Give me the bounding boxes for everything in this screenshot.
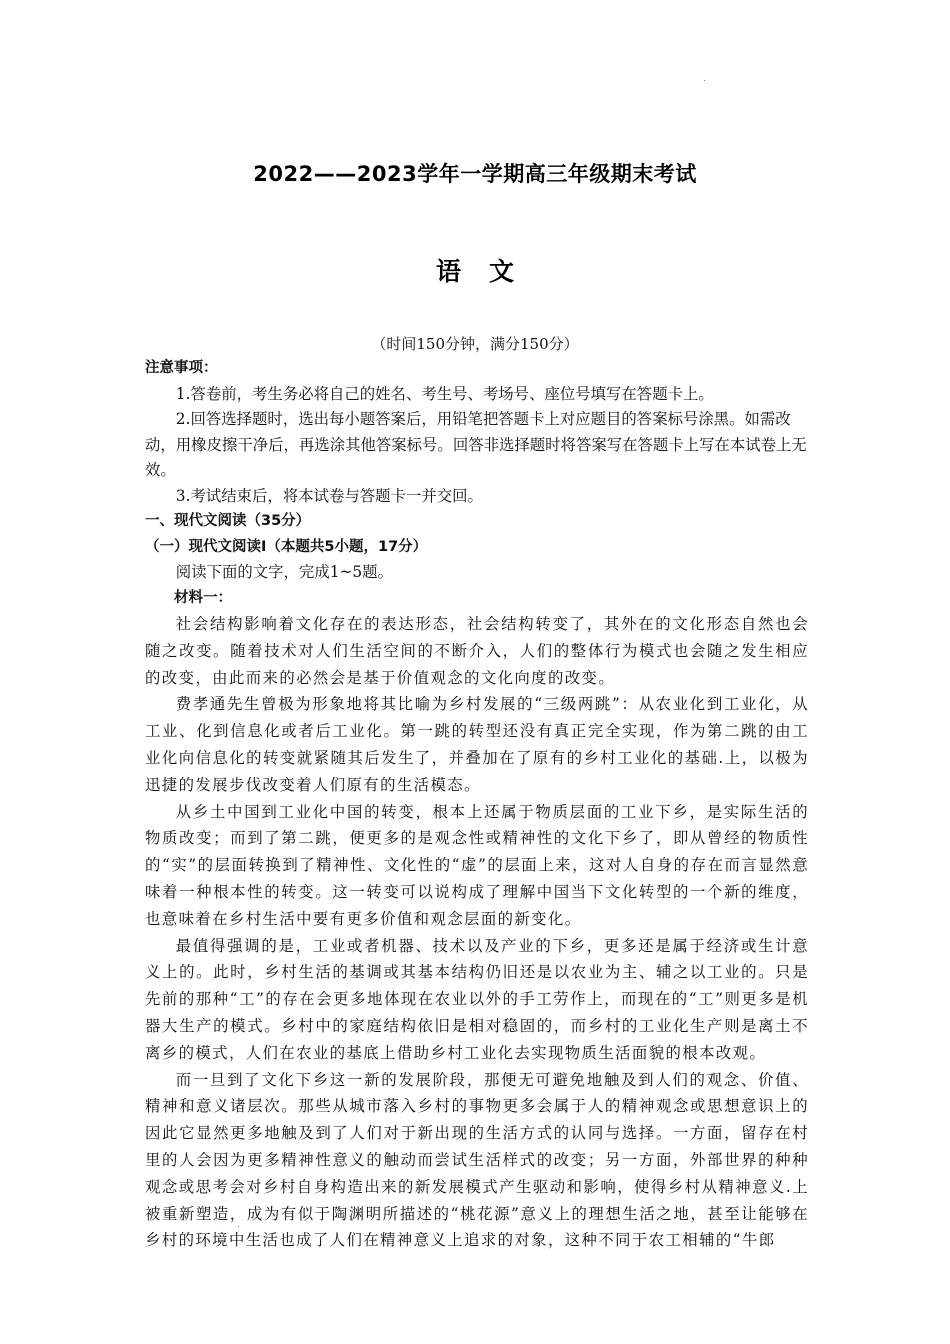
scan-speck [704,80,705,81]
note-item: 2.回答选择题时，选出每小题答案后，用铅笔把答题卡上对应题目的答案标号涂黑。如需改动，用橡皮擦干净后，再选涂其他答案标号。回答非选择题时将答案写在答题卡上写在本试卷上无效。 [145,410,807,479]
material-paragraph: 而一旦到了文化下乡这一新的发展阶段，那便无可避免地触及到人们的观念、价值、精神和意义诸层次。那些从城市落入乡村的事物更多会属于人的精神观念或思想意识上的因此它显然更多地触及到了人们对于新出现的生活方式的认同与选择。一方面，留存在村里的人会因为更多精神性意义的触动而尝试生活样式的改变；另一方面，外部世界的种种观念或思考会对乡村自身构造出来的新发展模式产生驱动和影响，使得乡村从精神意义.上被重新塑造，成为有似于陶渊明所描述的“桃花源”意义上的理想生活之地，甚至让能够在乡村的环境中生活也成了人们在精神意义上追求的对象，这种不同于农工相辅的“牛郎 [145,1070,809,1250]
material-paragraph: 社会结构影响着文化存在的表达形态，社会结构转变了，其外在的文化形态自然也会随之改变。随着技术对人们生活空间的不断介入，人们的整体行为模式也会随之发生相应的改变，由此而来的必然会是基于价值观念的文化向度的改变。 [145,615,809,687]
note-item: 3.考试结束后，将本试卷与答题卡一并交回。 [175,486,483,505]
reading-instruction: 阅读下面的文字，完成1~5题。 [175,563,393,581]
subsection-heading: （一）现代文阅读Ⅰ（本题共5小题，17分） [145,538,428,555]
material-paragraph: 最值得强调的是，工业或者机器、技术以及产业的下乡，更多还是属于经济或生计意义上的。此时，乡村生活的基调或其基本结构仍旧还是以农业为主、辅之以工业的。只是先前的那种“工”的存在会更多地体现在农业以外的手工劳作上，而现在的“工”则更多是机器大生产的模式。乡村中的家庭结构依旧是相对稳固的，而乡村的工业化生产则是离土不离乡的模式，人们在农业的基底上借助乡村工业化去实现物质生活面貌的根本改观。 [145,936,809,1062]
material-label: 材料一： [174,589,232,606]
material-paragraph: 费孝通先生曾极为形象地将其比喻为乡村发展的“三级两跳”：从农业化到工业化，从工业、化到信息化或者后工业化。第一跳的转型还没有真正完全实现，作为第二跳的由工业化向信息化的转变就紧随其后发生了，并叠加在了原有的乡村工业化的基础.上，以极为迅捷的发展步伐改变着人们原有的生活模态。 [145,695,809,794]
note-item: 1.答卷前，考生务必将自己的姓名、考生号、考场号、座位号填写在答题卡上。 [175,384,714,403]
section-heading: 一、现代文阅读（35分） [145,513,311,529]
exam-content [145,356,809,1254]
exam-title: 2022——2023学年一学期高三年级期末考试 [253,162,697,186]
time-info: （时间150分钟，满分150分） [371,335,579,353]
material-paragraph: 从乡土中国到工业化中国的转变，根本上还属于物质层面的工业下乡，是实际生活的物质改变；而到了第二跳，便更多的是观念性或精神性的文化下乡了，即从曾经的物质性的“实”的层面转换到了精神性、文化性的“虚”的层面上来，这对人自身的存在而言显然意味着一种根本性的转变。这一转变可以说构成了理解中国当下文化转型的一个新的维度，也意味着在乡村生活中要有更多价值和观念层面的新变化。 [145,802,809,928]
notes-heading: 注意事项： [145,360,218,376]
subject-title: 语文 [435,257,542,286]
